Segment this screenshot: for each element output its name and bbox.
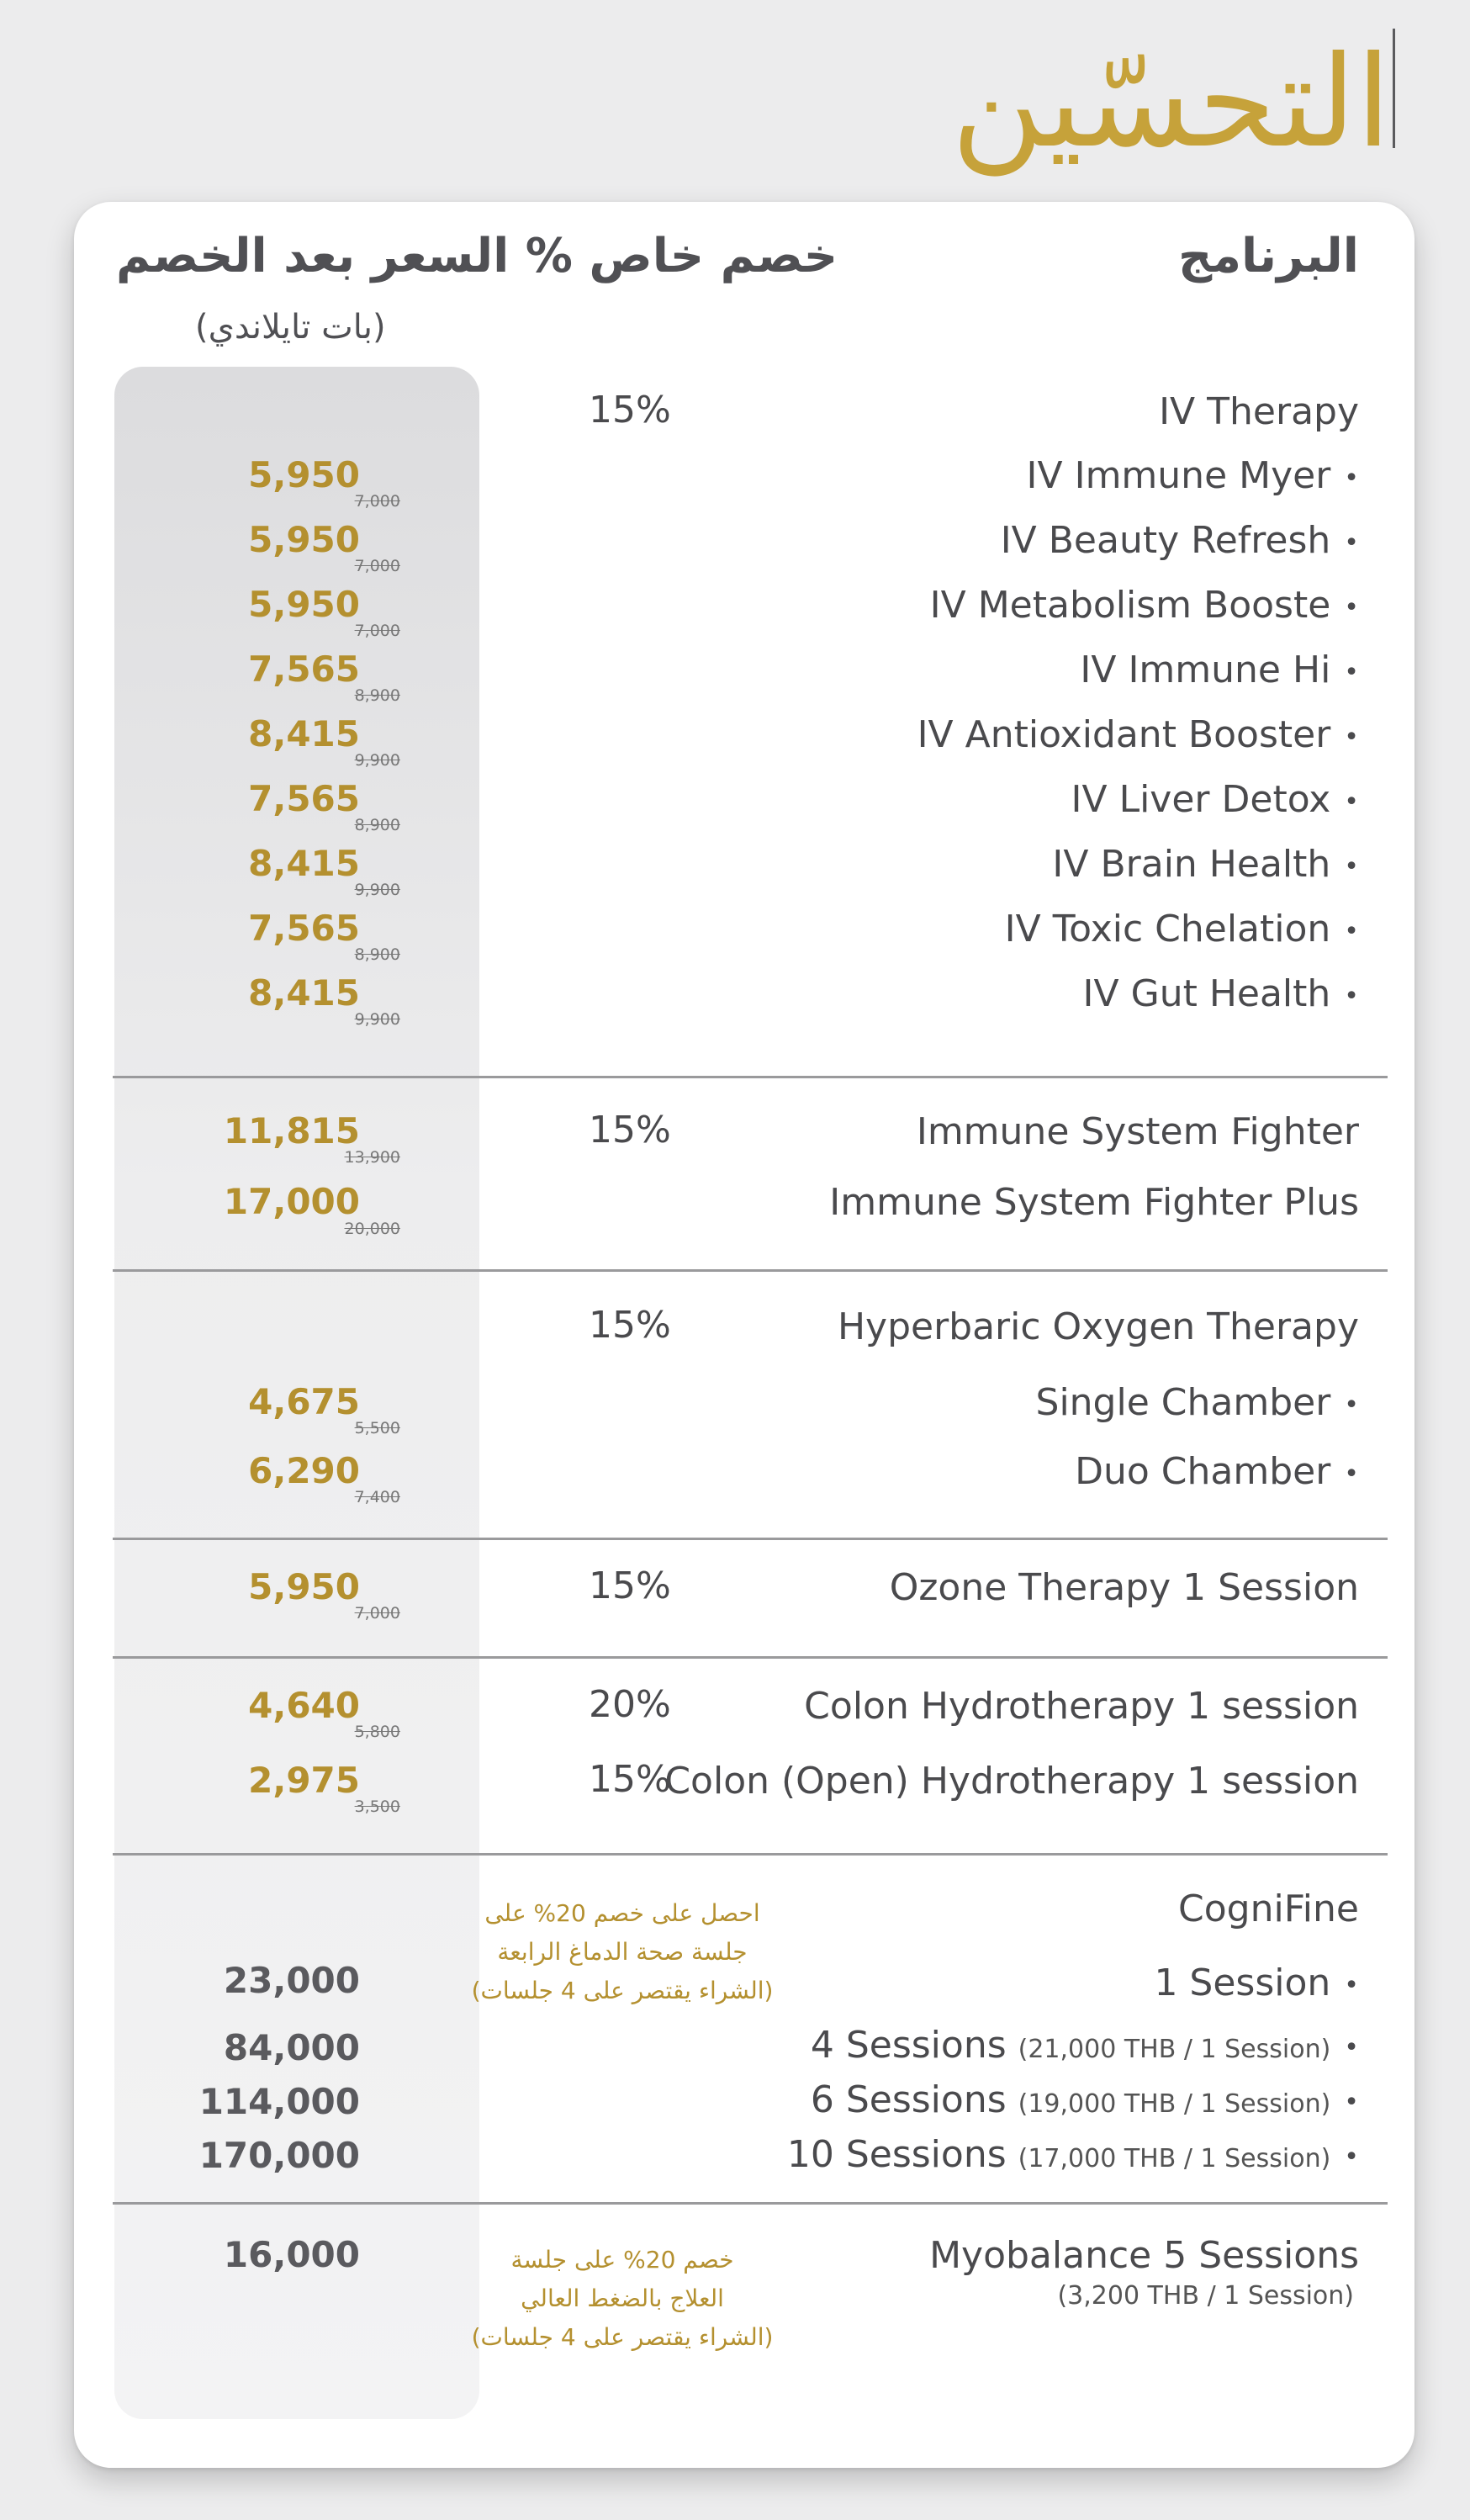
discount-immune-fighter: 15% <box>589 1109 671 1151</box>
currency-header: (بات تايلاندي) <box>195 308 386 347</box>
price-iv-metabolism-booste: 5,950 <box>248 584 360 625</box>
original-price-ozone-therapy: 7,000 <box>354 1604 400 1623</box>
bullet-icon: • <box>1344 981 1359 1011</box>
item-myobalance: Myobalance 5 Sessions <box>929 2234 1359 2277</box>
item-name: IV Beauty Refresh <box>1000 519 1331 562</box>
section-divider <box>113 1269 1388 1272</box>
section-divider <box>113 1538 1388 1540</box>
item-colon-open-hydrotherapy: Colon (Open) Hydrotherapy 1 session <box>664 1760 1359 1803</box>
bullet-icon: • <box>1344 592 1359 622</box>
item-name: IV Immune Hi <box>1080 649 1331 691</box>
original-price-immune-system-fighter-plus: 20,000 <box>344 1220 400 1238</box>
price-ozone-therapy: 5,950 <box>248 1566 360 1607</box>
section-divider <box>113 1853 1388 1856</box>
price-cognifine-10-sessions: 170,000 <box>198 2135 360 2176</box>
myobalance-promo-note <box>464 2241 780 2357</box>
price-myobalance: 16,000 <box>223 2234 360 2275</box>
price-immune-system-fighter: 11,815 <box>223 1110 360 1151</box>
discount-iv-therapy: 15% <box>589 389 671 431</box>
original-price-iv-beauty-refresh: 7,000 <box>354 557 400 575</box>
bullet-icon: • <box>1344 527 1359 558</box>
item-iv-toxic-chelation <box>1005 908 1359 950</box>
item-iv-beauty-refresh <box>1001 519 1359 562</box>
cognifine-promo-note <box>464 1894 780 2010</box>
price-iv-immune-hi: 7,565 <box>248 649 360 690</box>
bullet-icon: • <box>1344 463 1359 493</box>
discount-hyperbaric: 15% <box>589 1304 671 1347</box>
item-immune-system-fighter: Immune System Fighter <box>916 1110 1359 1153</box>
note-line: العلاج بالضغط العالي <box>521 2284 724 2312</box>
item-cognifine-10-sessions <box>787 2133 1359 2176</box>
item-name: IV Liver Detox <box>1071 778 1331 821</box>
original-price-immune-system-fighter: 13,900 <box>344 1148 400 1167</box>
item-iv-metabolism-booste <box>930 584 1359 627</box>
bullet-icon: • <box>1344 657 1359 687</box>
original-price-iv-antioxidant-booster: 9,900 <box>354 751 400 770</box>
price-colon-hydrotherapy: 4,640 <box>248 1685 360 1726</box>
original-price-colon-open-hydrotherapy: 3,500 <box>354 1797 400 1816</box>
item-single-chamber <box>1036 1381 1359 1424</box>
per-session-detail: (3,200 THB / 1 Session) <box>1057 2281 1354 2311</box>
price-iv-liver-detox: 7,565 <box>248 778 360 819</box>
item-name: Duo Chamber <box>1075 1450 1331 1493</box>
bullet-icon: • <box>1344 786 1359 817</box>
page-title: التحسّين <box>951 29 1391 176</box>
price-iv-gut-health: 8,415 <box>248 972 360 1014</box>
original-price-iv-immune-myer: 7,000 <box>354 492 400 511</box>
item-name: IV Toxic Chelation <box>1004 908 1331 950</box>
item-iv-liver-detox <box>1071 778 1360 821</box>
price-colon-open-hydrotherapy: 2,975 <box>248 1760 360 1801</box>
discount-colon-hydrotherapy: 20% <box>589 1683 671 1726</box>
bullet-icon: • <box>1344 722 1359 752</box>
item-name: IV Immune Myer <box>1026 454 1331 497</box>
price-immune-system-fighter-plus: 17,000 <box>223 1181 360 1222</box>
item-name: 6 Sessions <box>810 2078 1007 2121</box>
bullet-icon: • <box>1344 1459 1359 1489</box>
bullet-icon: • <box>1344 2141 1359 2172</box>
per-session-detail: (19,000 THB / 1 Session) <box>1018 2089 1331 2119</box>
price-iv-brain-health: 8,415 <box>248 843 360 884</box>
price-header: خصم خاص % السعر بعد الخصم <box>116 229 838 283</box>
item-cognifine-4-sessions <box>811 2024 1359 2067</box>
item-ozone-therapy: Ozone Therapy 1 Session <box>889 1566 1359 1609</box>
price-cognifine-4-sessions: 84,000 <box>223 2027 360 2068</box>
item-iv-brain-health <box>1052 843 1359 886</box>
price-cognifine-6-sessions: 114,000 <box>198 2081 360 2122</box>
item-name: IV Metabolism Booste <box>929 584 1331 627</box>
item-name: 4 Sessions <box>810 2024 1007 2067</box>
note-line: احصل على خصم 20% على <box>484 1899 760 1927</box>
original-price-iv-immune-hi: 8,900 <box>354 686 400 705</box>
item-duo-chamber <box>1075 1450 1359 1493</box>
original-price-single-chamber: 5,500 <box>354 1419 400 1437</box>
item-cognifine-6-sessions <box>811 2078 1359 2121</box>
price-iv-beauty-refresh: 5,950 <box>248 519 360 560</box>
group-title-hyperbaric-oxygen-therapy: Hyperbaric Oxygen Therapy <box>837 1305 1359 1348</box>
discount-colon-open-hydrotherapy: 15% <box>589 1758 671 1801</box>
bullet-icon: • <box>1344 851 1359 881</box>
item-name: 10 Sessions <box>786 2133 1007 2176</box>
item-iv-gut-health <box>1083 972 1359 1015</box>
title-divider <box>1393 29 1395 148</box>
program-header: البرنامج <box>1177 229 1359 283</box>
item-name: IV Brain Health <box>1052 843 1331 886</box>
group-title-iv-therapy: IV Therapy <box>1159 390 1359 433</box>
price-single-chamber: 4,675 <box>248 1381 360 1422</box>
note-line: جلسة صحة الدماغ الرابعة <box>497 1938 748 1966</box>
group-title-cognifine: CogniFine <box>1178 1887 1359 1930</box>
price-iv-toxic-chelation: 7,565 <box>248 908 360 949</box>
original-price-iv-toxic-chelation: 8,900 <box>354 945 400 964</box>
per-session-detail: (21,000 THB / 1 Session) <box>1018 2035 1331 2064</box>
section-divider <box>113 2202 1388 2205</box>
bullet-icon: • <box>1344 2087 1359 2117</box>
original-price-iv-liver-detox: 8,900 <box>354 816 400 834</box>
item-name: IV Gut Health <box>1082 972 1331 1015</box>
note-line: (الشراء يقتصر على 4 جلسات) <box>471 2323 774 2351</box>
discount-ozone: 15% <box>589 1564 671 1607</box>
item-iv-immune-hi <box>1080 649 1359 691</box>
item-iv-immune-myer <box>1027 454 1359 497</box>
section-divider <box>113 1656 1388 1659</box>
bullet-icon: • <box>1344 2032 1359 2062</box>
price-cognifine-1-session: 23,000 <box>223 1960 360 2001</box>
bullet-icon: • <box>1344 916 1359 946</box>
item-name: 1 Session <box>1154 1961 1331 2004</box>
original-price-duo-chamber: 7,400 <box>354 1488 400 1506</box>
price-iv-antioxidant-booster: 8,415 <box>248 713 360 754</box>
note-line: خصم 20% على جلسة <box>510 2246 734 2274</box>
item-name: Single Chamber <box>1035 1381 1331 1424</box>
price-iv-immune-myer: 5,950 <box>248 454 360 495</box>
bullet-icon: • <box>1344 1390 1359 1420</box>
item-name: IV Antioxidant Booster <box>917 713 1331 756</box>
item-colon-hydrotherapy: Colon Hydrotherapy 1 session <box>804 1685 1359 1728</box>
original-price-iv-brain-health: 9,900 <box>354 881 400 899</box>
item-iv-antioxidant-booster <box>917 713 1359 756</box>
section-divider <box>113 1076 1388 1078</box>
item-cognifine-1-session <box>1154 1961 1359 2004</box>
note-line: (الشراء يقتصر على 4 جلسات) <box>471 1977 774 2004</box>
original-price-colon-hydrotherapy: 5,800 <box>354 1723 400 1741</box>
per-session-detail: (17,000 THB / 1 Session) <box>1018 2144 1331 2173</box>
original-price-iv-metabolism-booste: 7,000 <box>354 622 400 640</box>
bullet-icon: • <box>1344 1970 1359 2000</box>
price-duo-chamber: 6,290 <box>248 1450 360 1491</box>
original-price-iv-gut-health: 9,900 <box>354 1010 400 1029</box>
item-immune-system-fighter-plus: Immune System Fighter Plus <box>829 1181 1359 1224</box>
